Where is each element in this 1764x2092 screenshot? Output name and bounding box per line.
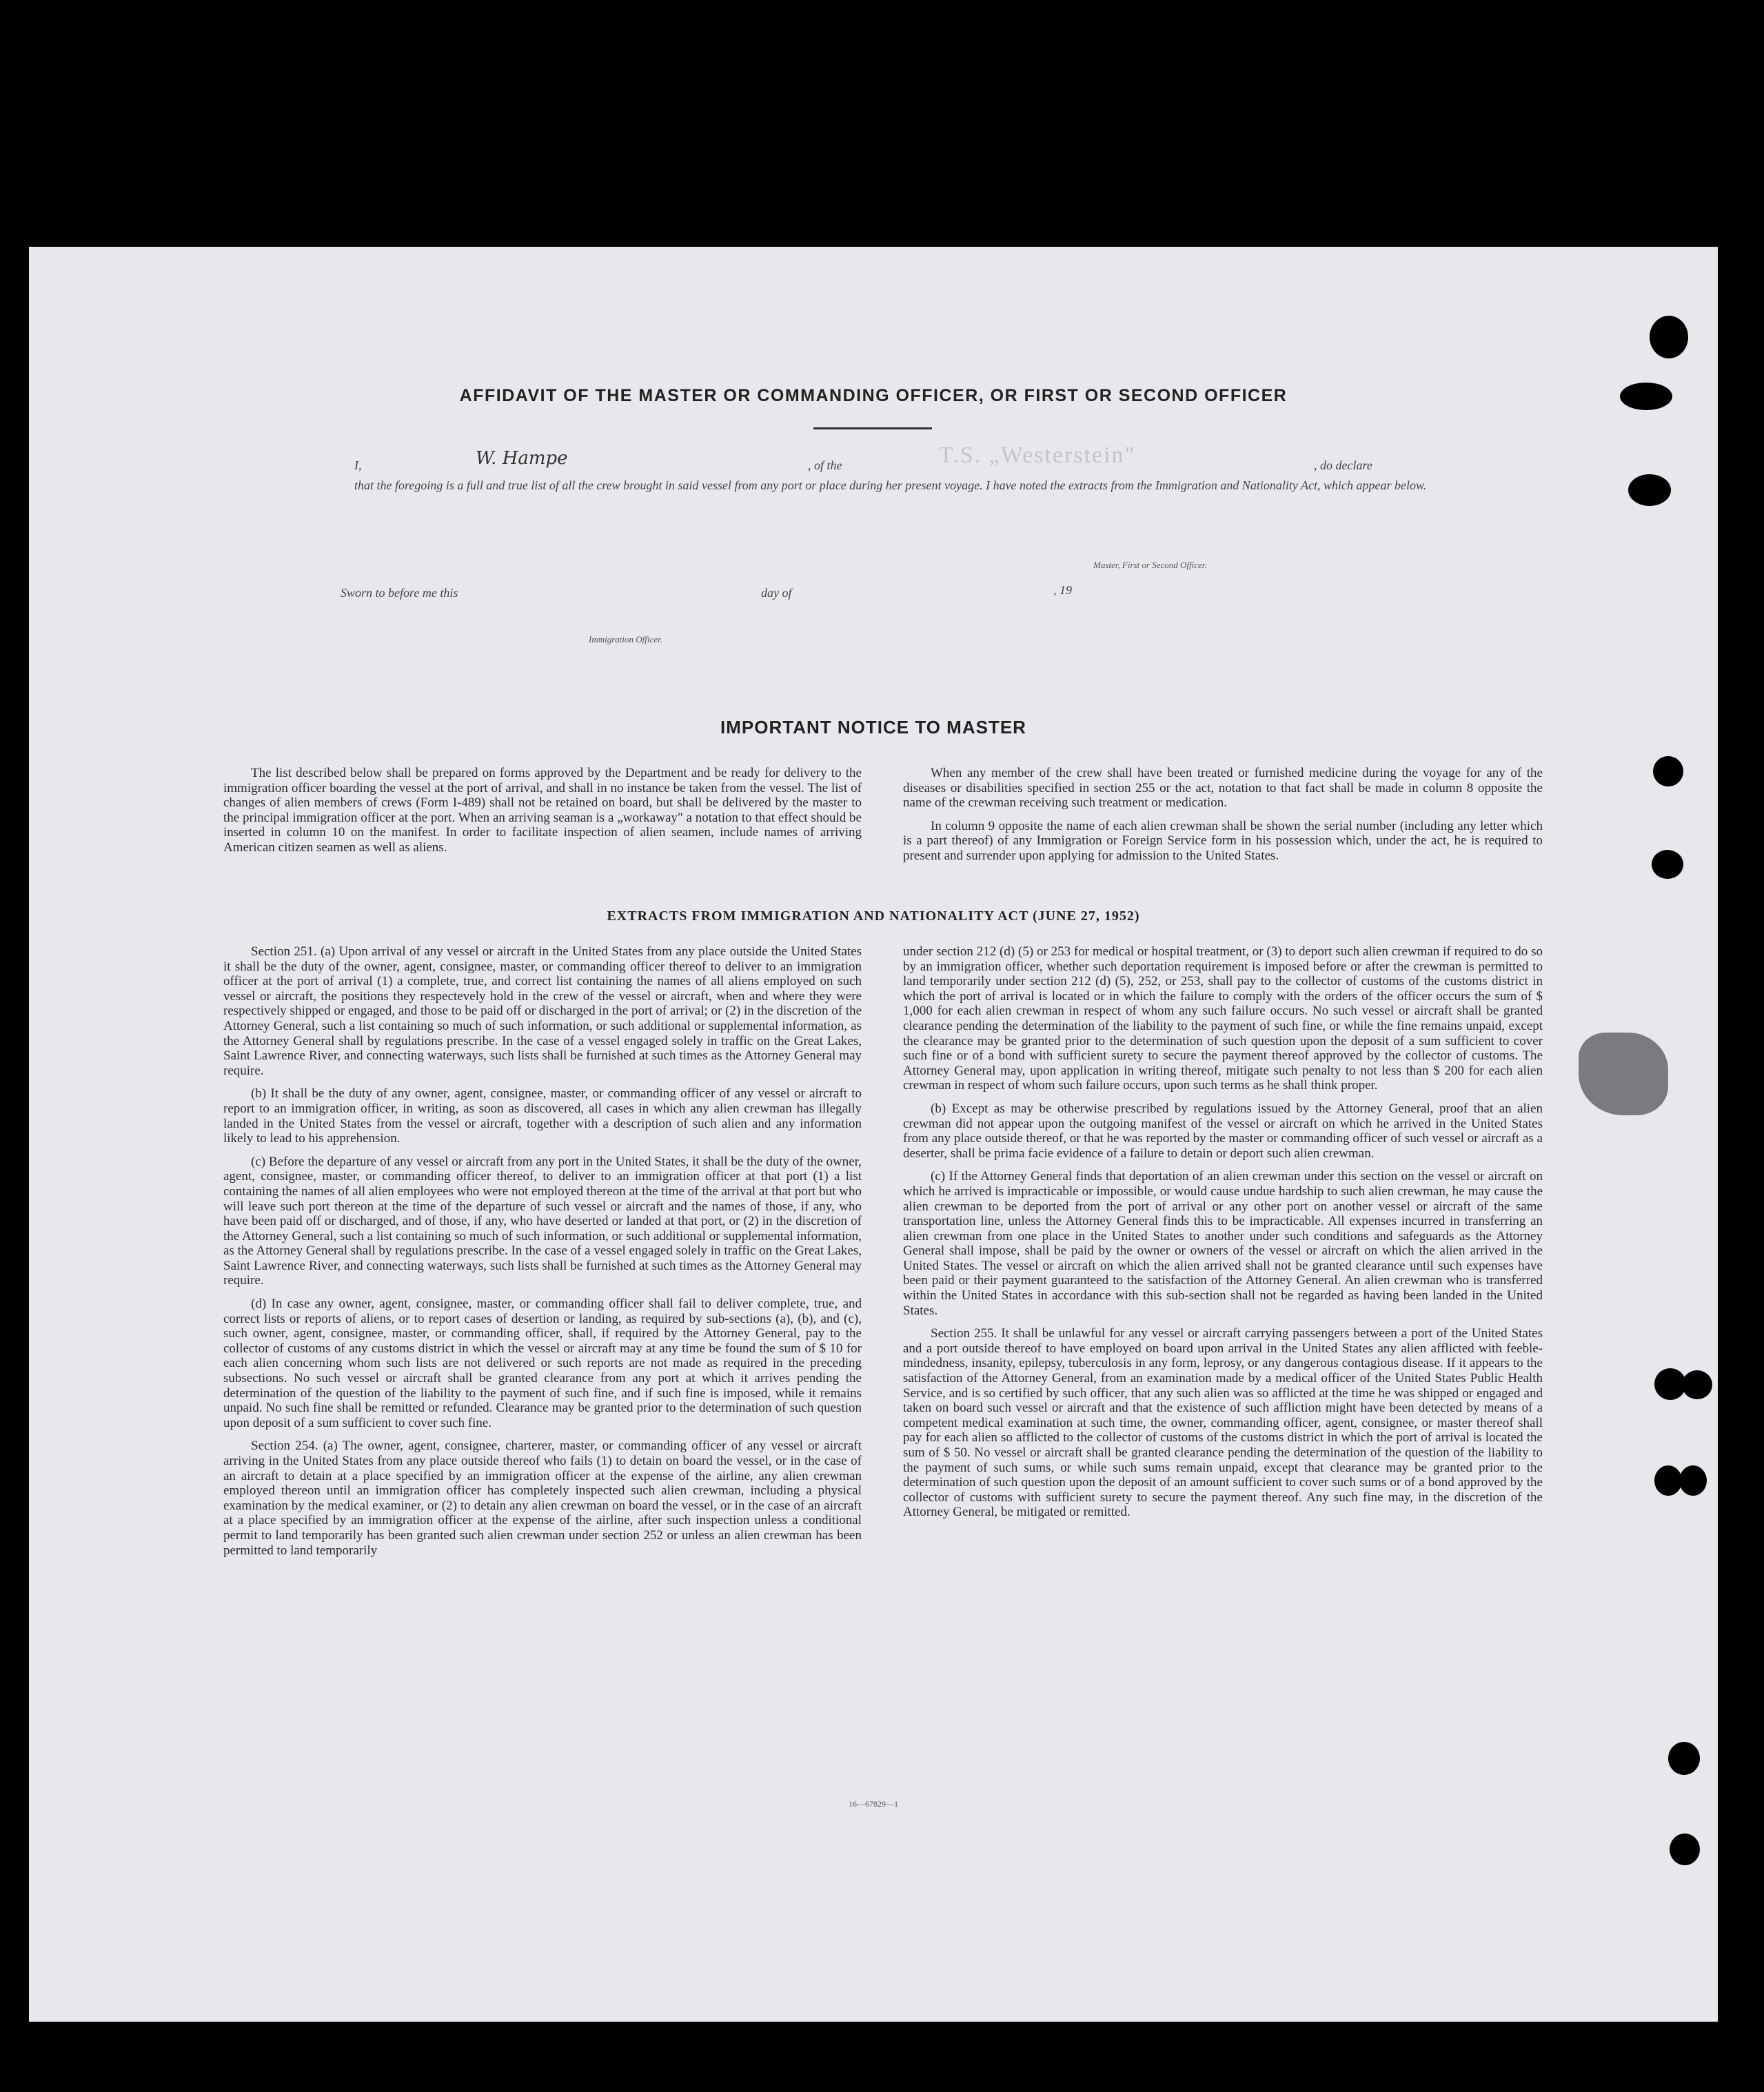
declaration-text: that the foregoing is a full and true list of all the crew brought in said vessel from any port or place during her present voyage. I have noted the extracts from the Immigration and Nationality Act, which appear below. bbox=[354, 478, 1427, 492]
punch-hole-blot bbox=[1668, 1742, 1700, 1775]
punch-hole-blot bbox=[1670, 1834, 1700, 1865]
do-declare-label: , do declare bbox=[1314, 458, 1372, 472]
officer-caption: Immigration Officer. bbox=[589, 634, 662, 644]
extract-paragraph: (c) Before the departure of any vessel or aircraft from any port in the United States, it shall be the duty of the owner, agent, consignee, master, or commanding officer thereof, to deliver to an immigration officer at that port (1) a list containing the names of all alien employees who were not employed thereon at the time of the arrival at that port but who will leave such port thereon at the time of the departure of such vessel or aircraft and the names of those, if any, who have been paid off or discharged, and of those, if any, who have deserted or landed at that port, or (2) in the discretion of the Attorney General, such a list containing so much of such information, or such additional or supplemental information, as the Attorney General shall by regulations prescribe. In the case of a vessel engaged solely in traffic on the Great Lakes, Saint Lawrence River, and connecting waterways, such lists shall be furnished at such times as the Attorney General may require. bbox=[223, 1154, 862, 1288]
extract-paragraph: (d) In case any owner, agent, consignee, master, or commanding officer shall fail to deliver complete, true, and correct lists or reports of aliens, or to report cases of desertion or landing, as required by sub-sections (a), (b), and (c), such owner, agent, consignee, master, or commanding officer, shall, if required by the Attorney General, pay to the collector of customs of any customs district in which the vessel or aircraft may at any time be found the sum of $ 10 for each alien concerning whom such lists are not delivered or such reports are not made as required in the preceding subsections. No such vessel or aircraft shall be granted clearance from any port at which it arrives pending the determination of the question of the liability to the payment of such fine, and if such fine is imposed, while it remains unpaid. No such fine shall be remitted or refunded. Clearance may be granted prior to the determination of such question upon deposit of a sum sufficient to cover such fine. bbox=[223, 1297, 862, 1430]
extract-paragraph: (c) If the Attorney General finds that deportation of an alien crewman under this section on the vessel or aircraft on which he arrived is impracticable or impossible, or would cause undue hardship to such alien crewman, he may cause the alien crewman to be deported from the port of arrival or any other port on another vessel or aircraft of the same transportation line, unless the Attorney General finds this to be impracticable. All expenses incurred in transferring an alien crewman from one place in the United States to another under such conditions and safeguards as the Attorney General shall impose, shall be paid by the owner or owners of the vessel or aircraft on which the alien arrived in the United States. The vessel or aircraft on which the alien arrived shall not be granted clearance until such expenses have been paid or their payment guaranteed to the satisfaction of the Attorney General. An alien crewman who is transferred within the United States in accordance with this sub-section shall not be regarded as having been landed in the United States. bbox=[903, 1169, 1543, 1318]
notice-left-column bbox=[223, 766, 862, 864]
punch-hole-blot bbox=[1653, 756, 1683, 786]
sworn-label: Sworn to before me this bbox=[341, 586, 458, 600]
form-number: 16—67829—1 bbox=[849, 1799, 898, 1809]
punch-hole-blot bbox=[1620, 383, 1672, 410]
punch-hole-blot bbox=[1682, 1370, 1712, 1399]
notice-title: IMPORTANT NOTICE TO MASTER bbox=[720, 717, 1026, 738]
notice-right-paragraph: When any member of the crew shall have been treated or furnished medicine during the voyage for any of the diseases or disabilities specified in section 255 or the act, notation to that fact shall be made in column 8 opposite the name of the crewman receiving such treatment or medication. bbox=[903, 766, 1543, 811]
punch-hole-blot bbox=[1650, 316, 1688, 358]
punch-hole-blot bbox=[1679, 1465, 1707, 1496]
notice-right-column bbox=[903, 766, 1543, 872]
of-the-label: , of the bbox=[808, 458, 842, 472]
notice-right-paragraph: In column 9 opposite the name of each alien crewman shall be shown the serial number (including any letter which is a part thereof) of any Immigration or Foreign Service form in his possession which, under the act, he is required to present and surrender upon applying for admission to the United States. bbox=[903, 818, 1543, 863]
ink-stain bbox=[1579, 1033, 1668, 1115]
notice-left-paragraph: The list described below shall be prepared on forms approved by the Department and be ready for delivery to the immigration officer boarding the vessel at the port of arrival, and shall in no instance be taken from the vessel. The list of changes of alien members of crews (Form I-489) shall not be retained on board, but shall be delivered by the master to the principal immigration officer at the port. When an arriving seaman is a „workaway" a notation to that effect should be inserted in column 10 on the manifest. In order to facilitate inspection of alien seamen, include names of arriving American citizen seamen as well as aliens. bbox=[223, 766, 862, 855]
affidavit-title: AFFIDAVIT OF THE MASTER OR COMMANDING OFFICER, OR FIRST OR SECOND OFFICER bbox=[459, 386, 1288, 405]
punch-hole-blot bbox=[1654, 1465, 1682, 1496]
extracts-title: EXTRACTS FROM IMMIGRATION AND NATIONALITY ACT (JUNE 27, 1952) bbox=[607, 908, 1140, 924]
extract-paragraph: Section 255. It shall be unlawful for any vessel or aircraft carrying passengers between a port of the United States and a port outside thereof to have employed on board upon arrival in the United States any alien afflicted with feeble-mindedness, insanity, epilepsy, tuberculosis in any form, leprosy, or any dangerous contagious disease. If it appears to the satisfaction of the Attorney General, from an examination made by a medical officer of the United States Public Health Service, and is so certified by such officer, that any such alien was so afflicted at the time he was shipped or engaged and taken on board such vessel or aircraft and that the existence of such affliction might have been detected by means of a competent medical examination at such time, the owner, commanding officer, agent, consignee, or master thereof shall pay for each alien so afflicted to the collector of customs of the customs district in which the port of arrival is located the sum of $ 50. No vessel or aircraft shall be granted clearance pending the determination of the question of the liability to the payment of such sums, or while such sums remain unpaid, except that clearance may be granted prior to the determination of such question upon the deposit of an amount sufficient to cover such sums or of a bond approved by the collector of customs with sufficient surety to secure the payment thereof. Any such fine may, in the discretion of the Attorney General, be mitigated or remitted. bbox=[903, 1326, 1543, 1520]
extract-paragraph: under section 212 (d) (5) or 253 for medical or hospital treatment, or (3) to deport such alien crewman if required to do so by an immigration officer, whether such deportation requirement is imposed before or after the crewman is permitted to land temporarily under section 212 (d) (5), 252, or 253, shall pay to the collector of customs of the customs district in which the port of arrival is located or in which the failure to comply with the orders of the officer occurs the sum of $ 1,000 for each alien crewman in respect of whom any such failure occurs. No such vessel or aircraft shall be granted clearance pending the determination of the liability to the payment of such fine, or while the fine remains unpaid, except the clearance may be granted prior to the determination of such question upon the deposit of a sum sufficient to cover such fine or of a bond with sufficient surety to secure the payment thereof approved by the collector of customs. The Attorney General may, upon application in writing thereof, mitigate such penalty to not less than $ 200 for each alien crewman in respect of whom such failure occurs, upon such terms as he shall think proper. bbox=[903, 944, 1543, 1093]
master-name-handwritten: W. Hampe bbox=[476, 448, 568, 469]
punch-hole-blot bbox=[1652, 850, 1683, 879]
year-label: , 19 bbox=[1053, 583, 1072, 597]
extracts-left-column bbox=[223, 944, 862, 1566]
document-page bbox=[29, 247, 1718, 2022]
vessel-name: T.S. „Westerstein" bbox=[939, 443, 1136, 468]
signature-caption: Master, First or Second Officer. bbox=[1093, 560, 1207, 570]
extract-paragraph: (b) Except as may be otherwise prescribed by regulations issued by the Attorney General, proof that an alien crewman did not appear upon the outgoing manifest of the vessel or aircraft on which he arrived in the United States from any place outside thereof, or that he was reported by the master or commanding officer of such vessel or aircraft as a deserter, shall be prima facie evidence of a failure to detain or deport such alien crewman. bbox=[903, 1101, 1543, 1161]
extract-paragraph: Section 251. (a) Upon arrival of any vessel or aircraft in the United States from any place outside the United States it shall be the duty of the owner, agent, consignee, master, or commanding officer thereof to deliver to an immigration officer at the port of arrival (1) a complete, true, and correct list containing the names of all aliens employed on such vessel or aircraft, the positions they respectevely hold in the crew of the vessel or aircraft, when and where they were respectively shipped or engaged, and those to be paid off or discharged in the port of arrival; or (2) in the discretion of the Attorney General, such a list containing so much of such information, or such additional or supplemental information, as the Attorney General shall by regulations prescribe. In the case of a vessel engaged solely in traffic on the Great Lakes, Saint Lawrence River, and connecting waterways, such lists shall be furnished at such times as the Attorney General may require. bbox=[223, 944, 862, 1078]
day-of-label: day of bbox=[761, 586, 792, 600]
extract-paragraph: Section 254. (a) The owner, agent, consignee, charterer, master, or commanding officer of any vessel or aircraft arriving in the United States from any place outside thereof who fails (1) to detain on board the vessel, or in the case of an aircraft to detain at a place specified by an immigration officer at the expense of the airline, any alien crewman employed thereon until an immigration officer has completely inspected such alien crewman, including a physical examination by the medical examiner, or (2) to detain any alien crewman on board the vessel, or in the case of an aircraft at a place specified by an immigration officer at the expense of the airline, after such inspection unless a conditional permit to land temporarily has been granted such alien crewman under section 252 or unless an alien crewman has been permitted to land temporarily bbox=[223, 1439, 862, 1558]
title-rule bbox=[813, 427, 932, 429]
extract-paragraph: (b) It shall be the duty of any owner, agent, consignee, master, or commanding officer of any vessel or aircraft to report to an immigration officer, in writing, as soon as discovered, all cases in which any alien crewman has illegally landed in the United States from the vessel or aircraft, together with a description of such alien and any information likely to lead to his apprehension. bbox=[223, 1086, 862, 1146]
i-label: I, bbox=[354, 458, 362, 472]
punch-hole-blot bbox=[1628, 474, 1671, 506]
extracts-right-column bbox=[903, 944, 1543, 1528]
